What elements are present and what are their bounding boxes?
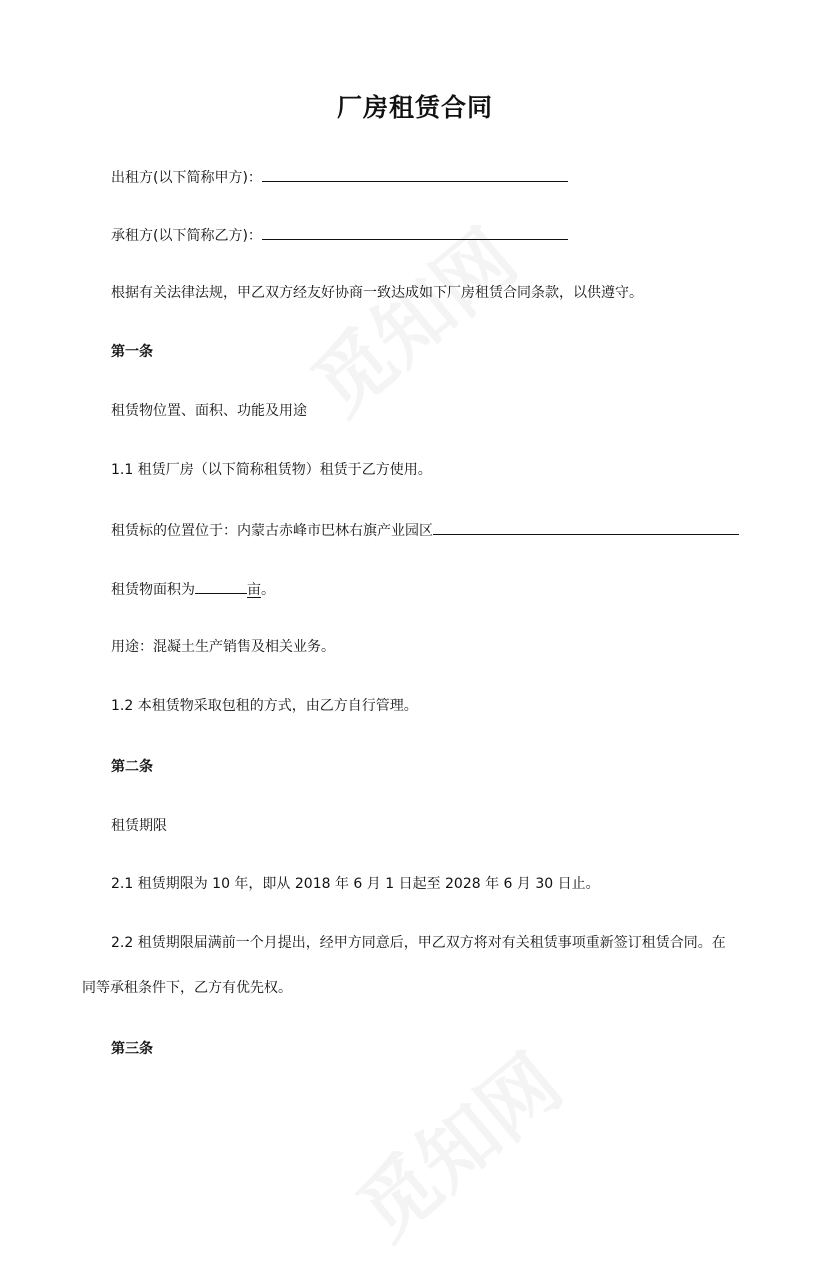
area-suffix: 。 <box>261 582 275 598</box>
article2-subtitle: 租赁期限 <box>111 818 167 834</box>
clause-2-2-line2: 同等承租条件下，乙方有优先权。 <box>82 980 292 996</box>
article1-heading: 第一条 <box>111 344 153 360</box>
area-prefix: 租赁物面积为 <box>111 582 195 598</box>
location-value: 内蒙古赤峰市巴林右旗产业园区 <box>237 523 433 539</box>
watermark-bottom <box>330 1025 581 1261</box>
clause-1-2: 1.2 本租赁物采取包租的方式，由乙方自行管理。 <box>111 698 418 714</box>
location-line <box>111 519 739 541</box>
article1-subtitle: 租赁物位置、面积、功能及用途 <box>111 403 307 419</box>
lessee-line <box>111 224 568 246</box>
area-line <box>111 578 275 600</box>
location-blank <box>433 519 739 535</box>
lessor-label: 出租方(以下简称甲方)： <box>111 170 262 186</box>
usage-line: 用途：混凝土生产销售及相关业务。 <box>111 639 335 655</box>
lessee-blank <box>262 224 568 240</box>
article2-heading: 第二条 <box>111 759 153 775</box>
article3-heading: 第三条 <box>111 1041 153 1057</box>
clause-2-2-line1: 2.2 租赁期限届满前一个月提出，经甲方同意后，甲乙双方将对有关租赁事项重新签订租赁合同。在 <box>111 935 726 951</box>
lessor-blank <box>262 166 568 182</box>
clause-1-1: 1.1 租赁厂房（以下简称租赁物）租赁于乙方使用。 <box>111 462 432 478</box>
document-title: 厂房租赁合同 <box>336 93 493 122</box>
area-unit: 亩 <box>247 582 261 598</box>
clause-2-1: 2.1 租赁期限为 10 年，即从 2018 年 6 月 1 日起至 2028 年 6 月 30 日止。 <box>111 876 600 892</box>
lessee-label: 承租方(以下简称乙方)： <box>111 228 262 244</box>
location-label: 租赁标的位置位于： <box>111 523 237 539</box>
lessor-line <box>111 166 568 188</box>
preamble: 根据有关法律法规，甲乙双方经友好协商一致达成如下厂房租赁合同条款，以供遵守。 <box>111 285 643 301</box>
area-blank <box>195 578 247 594</box>
